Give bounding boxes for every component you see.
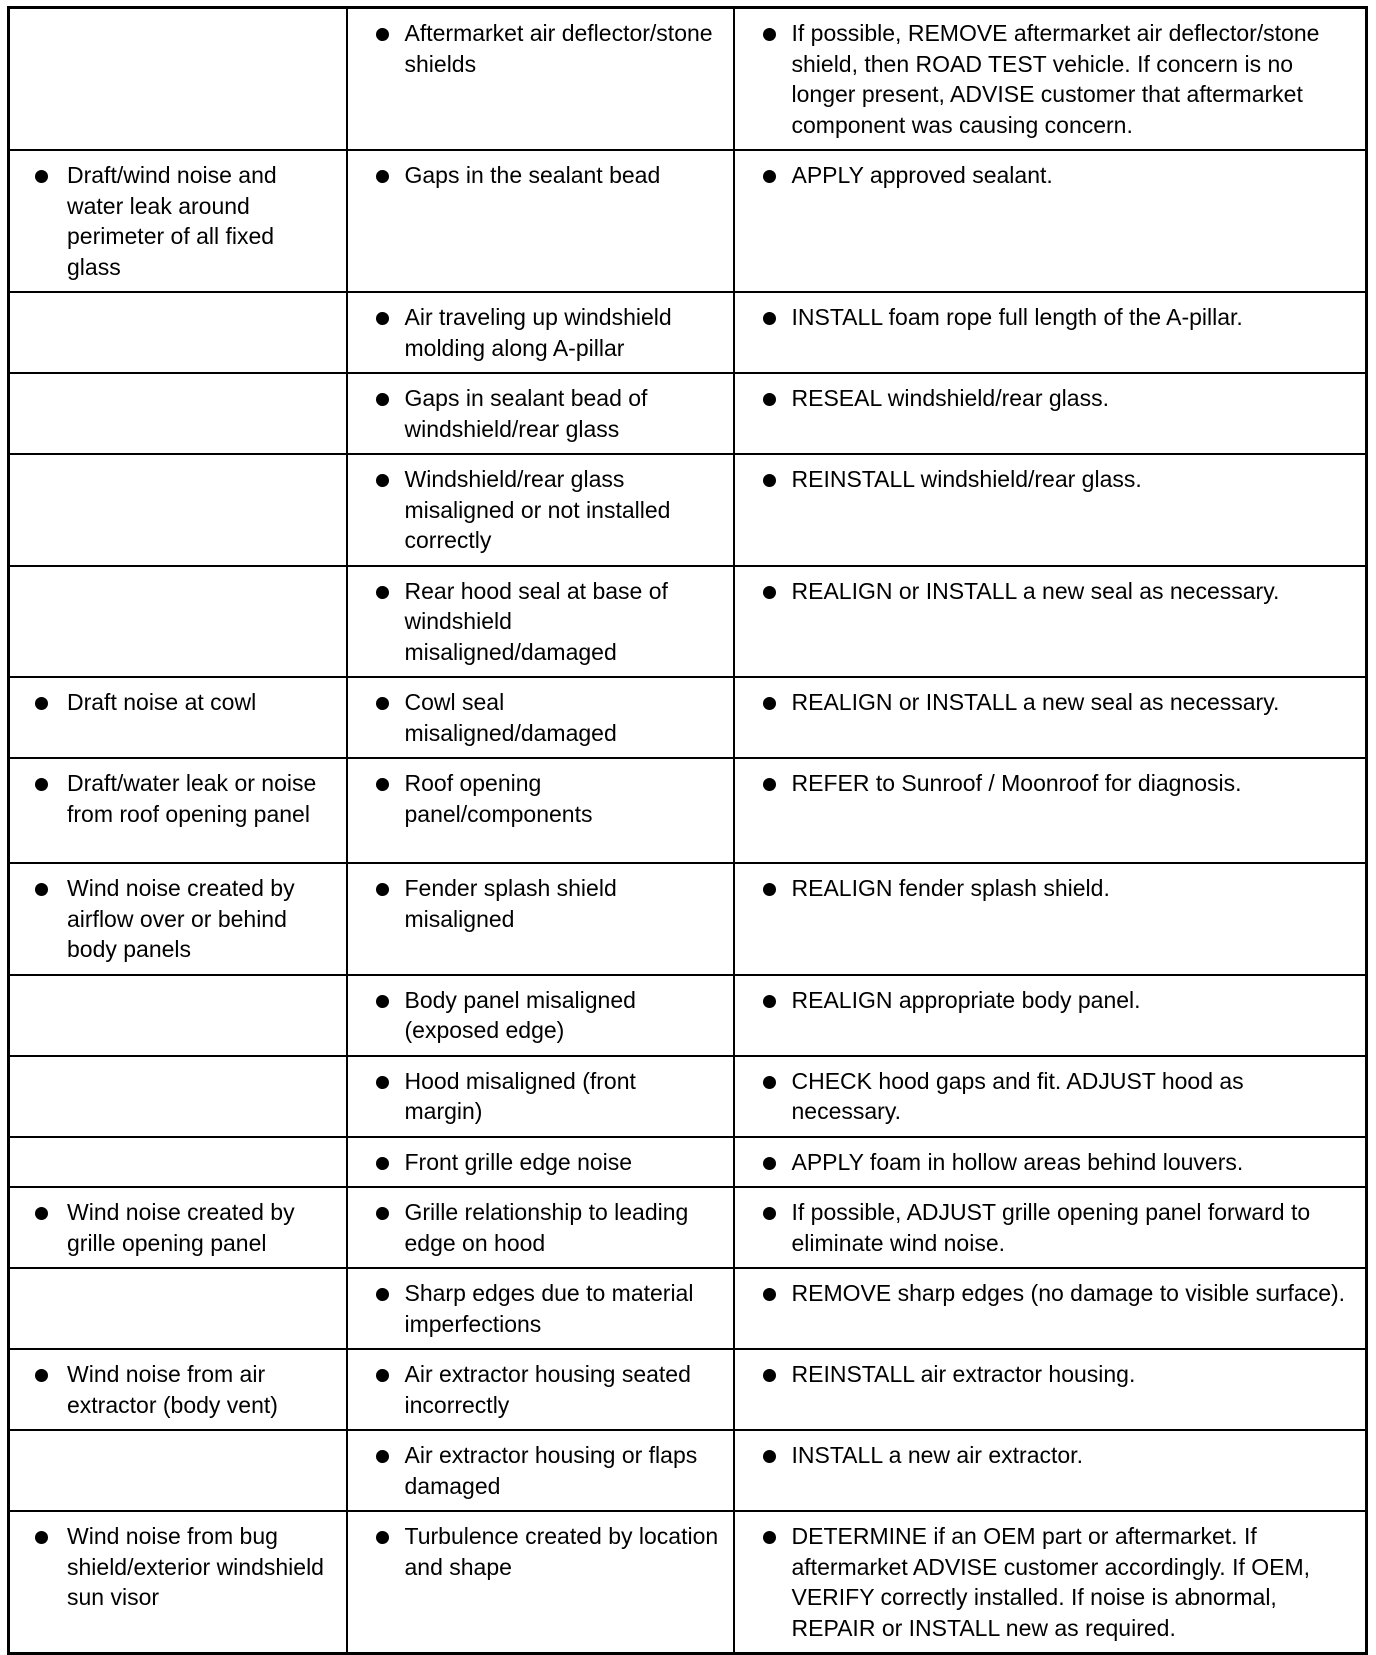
cause-cell-content [348, 976, 733, 1055]
bullet-icon [376, 995, 389, 1008]
action-cell-text: REINSTALL windshield/rear glass. [791, 466, 1142, 492]
cause-cell-text: Gaps in sealant bead of windshield/rear glass [404, 385, 648, 442]
condition-cell-text: Draft noise at cowl [67, 689, 257, 715]
bullet-icon [763, 697, 776, 710]
condition-cell [9, 1056, 347, 1137]
action-cell-text: REALIGN or INSTALL a new seal as necessary. [791, 577, 1280, 604]
cause-cell [347, 1430, 734, 1511]
cause-cell-content [348, 151, 733, 200]
cause-cell-text: Rear hood seal at base of windshield misaligned/damaged [404, 577, 668, 665]
action-cell-text: If possible, REMOVE aftermarket air deflector/stone shield, then ROAD TEST vehicle. If concern is no longer present, ADVISE customer that aftermarket component was causing concern. [791, 20, 1320, 138]
condition-cell-content [10, 864, 346, 974]
action-cell-text: INSTALL foam rope full length of the A-pillar. [791, 304, 1243, 330]
bullet-icon [376, 1450, 389, 1463]
bullet-icon [376, 28, 389, 41]
action-cell [734, 1511, 1367, 1654]
action-cell [734, 1349, 1367, 1430]
bullet-icon [376, 1288, 389, 1301]
action-cell-content [735, 293, 1366, 342]
bullet-icon [35, 778, 48, 791]
bullet-icon [376, 697, 389, 710]
table-row [9, 373, 1367, 454]
action-cell-text: REALIGN appropriate body panel. [791, 986, 1141, 1013]
action-cell [734, 1430, 1367, 1511]
bullet-icon [763, 28, 776, 41]
action-cell-content [735, 1138, 1366, 1187]
cause-cell-text: Grille relationship to leading edge on hood [404, 1199, 689, 1256]
bullet-icon [376, 1207, 389, 1220]
table-row [9, 1187, 1367, 1268]
cause-cell-content [348, 759, 733, 838]
table-row [9, 1430, 1367, 1511]
condition-cell [9, 1430, 347, 1511]
cause-cell [347, 454, 734, 566]
cause-cell-text: Body panel misaligned (exposed edge) [404, 986, 636, 1043]
bullet-icon [376, 778, 389, 791]
action-cell [734, 1137, 1367, 1188]
action-cell-text: If possible, ADJUST grille opening panel forward to eliminate wind noise. [791, 1199, 1311, 1256]
bullet-icon [35, 1369, 48, 1382]
table-row [9, 1056, 1367, 1137]
cause-cell-text: Roof opening panel/components [404, 770, 593, 827]
bullet-icon [376, 586, 389, 599]
bullet-icon [763, 995, 776, 1008]
bullet-icon [763, 1369, 776, 1382]
condition-cell-text: Wind noise from bug shield/exterior windshield sun visor [67, 1523, 324, 1610]
table-row [9, 1268, 1367, 1349]
bullet-icon [763, 170, 776, 183]
cause-cell-content [348, 9, 733, 88]
table-row [9, 975, 1367, 1056]
action-cell [734, 373, 1367, 454]
cause-cell [347, 566, 734, 678]
action-cell [734, 454, 1367, 566]
cause-cell-content [348, 1188, 733, 1267]
cause-cell [347, 1056, 734, 1137]
condition-cell-text: Draft/water leak or noise from roof opening panel [67, 770, 317, 827]
cause-cell [347, 975, 734, 1056]
table-row [9, 1511, 1367, 1654]
cause-cell-text: Front grille edge noise [404, 1148, 633, 1175]
bullet-icon [35, 883, 48, 896]
table-row [9, 150, 1367, 292]
condition-cell-content [10, 678, 346, 727]
action-cell-content [735, 1350, 1366, 1399]
cause-cell-content [348, 374, 733, 453]
cause-cell [347, 1187, 734, 1268]
action-cell [734, 1187, 1367, 1268]
bullet-icon [35, 1207, 48, 1220]
bullet-icon [763, 312, 776, 325]
action-cell-text: REINSTALL air extractor housing. [791, 1361, 1136, 1387]
cause-cell-text: Air extractor housing seated incorrectly [404, 1361, 691, 1418]
action-cell-content [735, 374, 1366, 423]
cause-cell-text: Fender splash shield misaligned [404, 875, 617, 932]
cause-cell-content [348, 864, 733, 943]
action-cell-text: RESEAL windshield/rear glass. [791, 385, 1109, 411]
table-row [9, 292, 1367, 373]
action-cell-content [735, 1188, 1366, 1267]
condition-cell [9, 677, 347, 758]
action-cell [734, 292, 1367, 373]
cause-cell-content [348, 1269, 733, 1348]
bullet-icon [376, 170, 389, 183]
action-cell [734, 677, 1367, 758]
bullet-icon [763, 1207, 776, 1220]
condition-cell-text: Wind noise from air extractor (body vent) [67, 1361, 278, 1418]
table-row [9, 758, 1367, 863]
bullet-icon [763, 1288, 776, 1301]
condition-cell [9, 1187, 347, 1268]
cause-cell-content [348, 567, 733, 677]
cause-cell [347, 1268, 734, 1349]
action-cell [734, 863, 1367, 975]
condition-cell [9, 1137, 347, 1188]
diagnosis-table-body [9, 8, 1367, 1654]
table-row [9, 863, 1367, 975]
cause-cell-content [348, 1057, 733, 1136]
table-row [9, 8, 1367, 151]
bullet-icon [763, 393, 776, 406]
cause-cell-content [348, 1138, 733, 1187]
action-cell-text: DETERMINE if an OEM part or aftermarket. If aftermarket ADVISE customer accordingly. If OEM, VERIFY correctly installed. If noise is abnormal, REPAIR or INSTALL new as required. [791, 1523, 1311, 1641]
cause-cell [347, 292, 734, 373]
action-cell-content [735, 9, 1366, 149]
cause-cell-text: Windshield/rear glass misaligned or not installed correctly [404, 466, 671, 553]
bullet-icon [376, 1369, 389, 1382]
condition-cell [9, 1268, 347, 1349]
condition-cell [9, 863, 347, 975]
cause-cell [347, 677, 734, 758]
bullet-icon [763, 474, 776, 487]
bullet-icon [376, 312, 389, 325]
cause-cell-content [348, 1431, 733, 1510]
cause-cell-content [348, 678, 733, 757]
bullet-icon [376, 474, 389, 487]
condition-cell-text: Draft/wind noise and water leak around perimeter of all fixed glass [67, 162, 277, 280]
action-cell-content [735, 151, 1366, 200]
action-cell-text: REFER to Sunroof / Moonroof for diagnosis. [791, 770, 1242, 796]
bullet-icon [763, 883, 776, 896]
condition-cell-content [10, 759, 346, 838]
action-cell [734, 975, 1367, 1056]
condition-cell [9, 150, 347, 292]
action-cell-text: APPLY foam in hollow areas behind louvers. [791, 1148, 1244, 1175]
action-cell [734, 1268, 1367, 1349]
bullet-icon [35, 697, 48, 710]
action-cell [734, 1056, 1367, 1137]
condition-cell-content [10, 1512, 346, 1622]
cause-cell-content [348, 293, 733, 372]
bullet-icon [376, 1076, 389, 1089]
cause-cell-text: Sharp edges due to material imperfections [404, 1280, 694, 1337]
action-cell-content [735, 864, 1366, 913]
condition-cell-content [10, 1188, 346, 1267]
action-cell [734, 566, 1367, 678]
bullet-icon [763, 1076, 776, 1089]
cause-cell [347, 150, 734, 292]
cause-cell-text: Turbulence created by location and shape [404, 1523, 719, 1580]
diagnosis-table [7, 6, 1368, 1655]
action-cell-content [735, 1431, 1366, 1480]
bullet-icon [763, 1157, 776, 1170]
bullet-icon [763, 778, 776, 791]
condition-cell [9, 758, 347, 863]
bullet-icon [763, 1450, 776, 1463]
action-cell-content [735, 567, 1366, 616]
condition-cell [9, 1511, 347, 1654]
cause-cell-text: Hood misaligned (front margin) [404, 1067, 636, 1124]
bullet-icon [376, 1157, 389, 1170]
action-cell-text: REMOVE sharp edges (no damage to visible surface). [791, 1280, 1346, 1306]
table-row [9, 454, 1367, 566]
action-cell-text: APPLY approved sealant. [791, 162, 1053, 188]
bullet-icon [35, 1531, 48, 1544]
cause-cell-content [348, 1350, 733, 1429]
cause-cell [347, 1137, 734, 1188]
cause-cell-content [348, 455, 733, 565]
condition-cell-text: Wind noise created by airflow over or behind body panels [67, 875, 295, 962]
action-cell-content [735, 1269, 1366, 1318]
cause-cell-text: Air extractor housing or flaps damaged [404, 1442, 698, 1499]
cause-cell-content [348, 1512, 733, 1591]
cause-cell-text: Cowl seal misaligned/damaged [404, 689, 617, 746]
bullet-icon [376, 393, 389, 406]
cause-cell [347, 863, 734, 975]
bullet-icon [763, 586, 776, 599]
action-cell-text: REALIGN or INSTALL a new seal as necessary. [791, 689, 1280, 715]
bullet-icon [376, 883, 389, 896]
action-cell [734, 150, 1367, 292]
table-row [9, 566, 1367, 678]
action-cell-content [735, 1057, 1366, 1136]
cause-cell-text: Air traveling up windshield molding along A-pillar [404, 304, 672, 361]
action-cell-text: REALIGN fender splash shield. [791, 875, 1110, 901]
condition-cell [9, 975, 347, 1056]
action-cell-content [735, 759, 1366, 808]
action-cell [734, 758, 1367, 863]
condition-cell-content [10, 151, 346, 291]
cause-cell-text: Aftermarket air deflector/stone shields [404, 20, 713, 77]
bullet-icon [763, 1531, 776, 1544]
condition-cell [9, 566, 347, 678]
condition-cell-content [10, 1350, 346, 1429]
cause-cell [347, 8, 734, 151]
table-row [9, 677, 1367, 758]
condition-cell [9, 8, 347, 151]
condition-cell [9, 1349, 347, 1430]
cause-cell [347, 373, 734, 454]
cause-cell-text: Gaps in the sealant bead [404, 162, 661, 188]
action-cell [734, 8, 1367, 151]
table-row [9, 1137, 1367, 1188]
cause-cell [347, 758, 734, 863]
bullet-icon [376, 1531, 389, 1544]
condition-cell [9, 454, 347, 566]
action-cell-text: CHECK hood gaps and fit. ADJUST hood as necessary. [791, 1067, 1244, 1124]
action-cell-text: INSTALL a new air extractor. [791, 1442, 1083, 1468]
action-cell-content [735, 455, 1366, 504]
action-cell-content [735, 1512, 1366, 1652]
cause-cell [347, 1349, 734, 1430]
table-row [9, 1349, 1367, 1430]
action-cell-content [735, 678, 1366, 727]
action-cell-content [735, 976, 1366, 1025]
cause-cell [347, 1511, 734, 1654]
condition-cell [9, 373, 347, 454]
bullet-icon [35, 170, 48, 183]
condition-cell-text: Wind noise created by grille opening panel [67, 1199, 295, 1256]
condition-cell [9, 292, 347, 373]
